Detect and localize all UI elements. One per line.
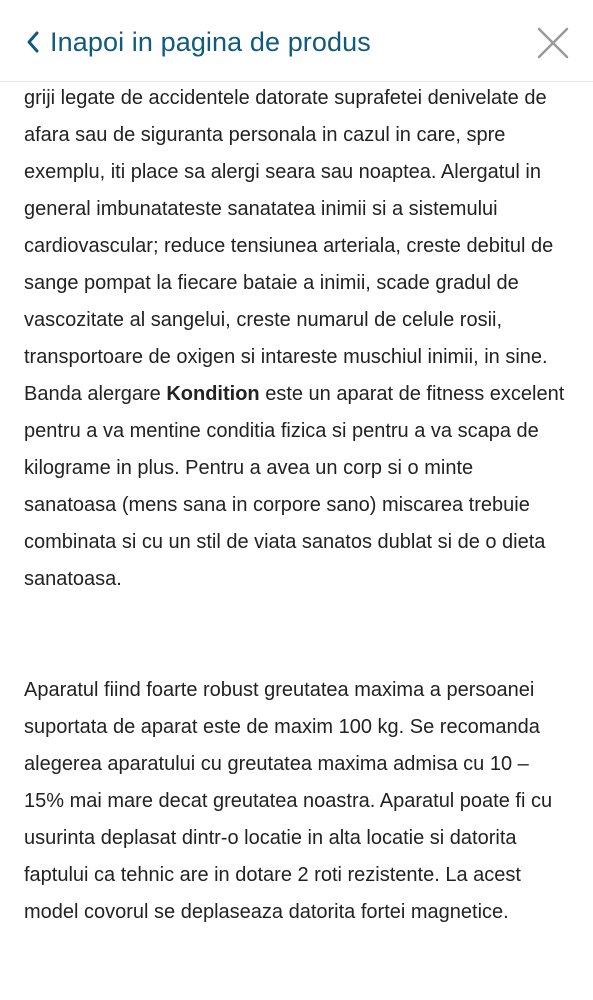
description-paragraph-2: Aparatul fiind foarte robust greutatea maxima a persoanei suportata de aparat este de maxim 100 kg. Se recomanda alegerea aparatului cu greutatea maxima admisa cu 10 – 15% mai mare decat greutatea noastra. Aparatul poate fi cu usurinta deplasat dintr-o locatie in alta locatie si datorita faptului ca tehnic are in dotare 2 roti rezistente. La acest model covorul se deplaseaza datorita fortei magnetice. [24,679,553,923]
brand-name: Kondition [166,383,260,405]
close-icon [536,47,570,64]
product-description [24,80,569,931]
header-bar [0,0,593,82]
description-paragraph-1 [24,80,569,598]
chevron-left-icon [24,30,42,54]
back-link-label: Inapoi in pagina de produs [50,27,371,57]
paragraph-1-text-start: griji legate de accidentele datorate suprafetei denivelate de afara sau de siguranta personala in cazul in care, spre exemplu, iti place sa alergi seara sau noaptea. Alergatul in general imbunatateste sanatatea inimii si a sistemului cardiovascular; reduce tensiunea arteriala, creste debitul de sange pompat la fiecare bataie a inimii, scade gradul de vascozitate al sangelui, creste numarul de celule rosii, transportoare de oxigen si intareste muschiul inimii, in sine. Banda alergare [24,87,554,405]
back-to-product-link[interactable] [24,24,371,60]
close-button[interactable] [536,26,570,60]
paragraph-1-text-end: este un aparat de fitness excelent pentru a va mentine conditia fizica si pentru a va scapa de kilograme in plus. Pentru a avea un corp si o minte sanatoasa (mens sana in corpore sano) miscarea trebuie combinata si cu un stil de viata sanatos dublat si de o dieta sanatoasa. [24,383,565,590]
